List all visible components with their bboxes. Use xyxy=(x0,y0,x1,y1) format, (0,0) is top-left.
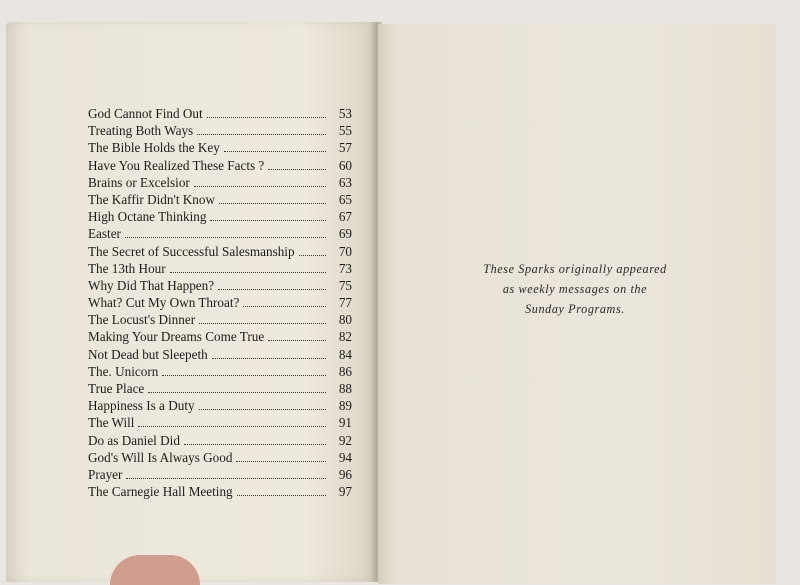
toc-entry-title: Not Dead but Sleepeth xyxy=(88,346,208,362)
toc-entry-page: 69 xyxy=(338,226,352,242)
toc-entry-page: 86 xyxy=(338,363,352,379)
toc-entry-title: Prayer xyxy=(88,466,123,482)
toc-leader-dots xyxy=(207,107,326,118)
toc-entry xyxy=(88,433,352,450)
toc-entry xyxy=(88,467,352,484)
toc-leader-dots xyxy=(162,365,326,376)
toc-leader-dots xyxy=(224,141,326,152)
toc-entry-page: 92 xyxy=(338,432,352,448)
toc-entry-title: God Cannot Find Out xyxy=(88,106,203,121)
toc-leader-dots xyxy=(148,382,326,393)
toc-entry-page: 88 xyxy=(338,381,352,396)
toc-entry xyxy=(88,278,352,295)
toc-entry-page: 53 xyxy=(338,106,352,121)
toc-entry-title: Happiness Is a Duty xyxy=(88,398,195,414)
note-line-2: as weekly messages on the xyxy=(502,282,648,296)
toc-entry xyxy=(88,295,352,312)
toc-entry-page: 94 xyxy=(338,449,352,465)
toc-entry-page: 77 xyxy=(338,295,352,311)
toc-leader-dots xyxy=(125,227,326,238)
toc-leader-dots xyxy=(268,330,326,341)
toc-entry-title: What? Cut My Own Throat? xyxy=(88,295,240,311)
toc-entry-title: Treating Both Ways xyxy=(88,123,194,139)
toc-entry-title: High Octane Thinking xyxy=(88,209,207,225)
toc-entry-title: Why Did That Happen? xyxy=(88,277,215,293)
toc-entry xyxy=(88,329,352,346)
thumb-holding-page xyxy=(110,555,200,585)
toc-leader-dots xyxy=(268,159,326,170)
toc-entry-page: 91 xyxy=(338,415,352,431)
toc-entry xyxy=(88,175,352,192)
toc-leader-dots xyxy=(184,434,326,445)
toc-entry-page: 67 xyxy=(338,209,352,225)
toc-entry xyxy=(88,381,352,398)
toc-entry-title: The. Unicorn xyxy=(88,363,159,379)
toc-leader-dots xyxy=(194,176,326,187)
toc-entry xyxy=(88,398,352,415)
toc-leader-dots xyxy=(197,124,326,135)
toc-leader-dots xyxy=(219,193,326,204)
toc-entry-page: 82 xyxy=(338,329,352,345)
toc-entry-title: Making Your Dreams Come True xyxy=(88,329,265,345)
toc-leader-dots xyxy=(138,416,326,427)
toc-entry-page: 57 xyxy=(338,140,352,156)
toc-entry-page: 89 xyxy=(338,398,352,414)
toc-leader-dots xyxy=(199,313,326,324)
toc-entry xyxy=(88,261,352,278)
toc-entry xyxy=(88,106,352,123)
toc-entry-page: 70 xyxy=(338,243,352,259)
toc-leader-dots xyxy=(218,279,326,290)
toc-leader-dots xyxy=(126,468,326,479)
toc-entry-title: Brains or Excelsior xyxy=(88,174,190,190)
toc-entry-page: 65 xyxy=(338,191,352,207)
note-line-1: These Sparks originally appeared xyxy=(483,262,667,276)
toc-entry-page: 97 xyxy=(338,484,352,500)
toc-entry xyxy=(88,415,352,432)
toc-entry-page: 55 xyxy=(338,123,352,139)
toc-entry-page: 73 xyxy=(338,260,352,276)
toc-leader-dots xyxy=(299,245,326,256)
toc-entry-title: The 13th Hour xyxy=(88,260,166,276)
toc-entry xyxy=(88,364,352,381)
toc-leader-dots xyxy=(236,451,326,462)
toc-entry xyxy=(88,140,352,157)
toc-entry-title: True Place xyxy=(88,381,145,396)
toc-entry xyxy=(88,226,352,243)
toc-entry-page: 63 xyxy=(338,174,352,190)
toc-entry xyxy=(88,192,352,209)
toc-entry xyxy=(88,209,352,226)
toc-entry-title: The Secret of Successful Salesmanship xyxy=(88,243,295,259)
toc-leader-dots xyxy=(170,262,326,273)
toc-entry xyxy=(88,244,352,261)
toc-entry xyxy=(88,450,352,467)
toc-entry-page: 96 xyxy=(338,466,352,482)
toc-entry-title: God's Will Is Always Good xyxy=(88,449,233,465)
toc-entry-page: 84 xyxy=(338,346,352,362)
toc-entry xyxy=(88,123,352,140)
note-line-3: Sunday Programs. xyxy=(525,302,625,316)
toc-leader-dots xyxy=(199,399,326,410)
toc-entry-page: 60 xyxy=(338,157,352,173)
toc-entry-title: Easter xyxy=(88,226,121,242)
bleed-through-heading xyxy=(428,100,432,116)
toc-entry-title: Have You Realized These Facts ? xyxy=(88,157,265,173)
toc-entry xyxy=(88,312,352,329)
toc-entry-page: 75 xyxy=(338,277,352,293)
publication-note xyxy=(430,259,720,319)
toc-leader-dots xyxy=(243,296,326,307)
toc-entry-page: 80 xyxy=(338,312,352,328)
toc-leader-dots xyxy=(237,485,326,496)
toc-entry-title: The Kaffir Didn't Know xyxy=(88,191,216,207)
toc-entry-title: The Locust's Dinner xyxy=(88,312,196,328)
toc-entry-title: The Carnegie Hall Meeting xyxy=(88,484,233,500)
toc-entry xyxy=(88,158,352,175)
toc-entry-title: Do as Daniel Did xyxy=(88,432,180,448)
toc-entry-title: The Bible Holds the Key xyxy=(88,140,220,156)
toc-entry xyxy=(88,484,352,501)
toc-entry-title: The Will xyxy=(88,415,135,431)
toc-leader-dots xyxy=(210,210,326,221)
toc-entry xyxy=(88,347,352,364)
table-of-contents xyxy=(88,106,352,501)
toc-leader-dots xyxy=(212,348,326,359)
